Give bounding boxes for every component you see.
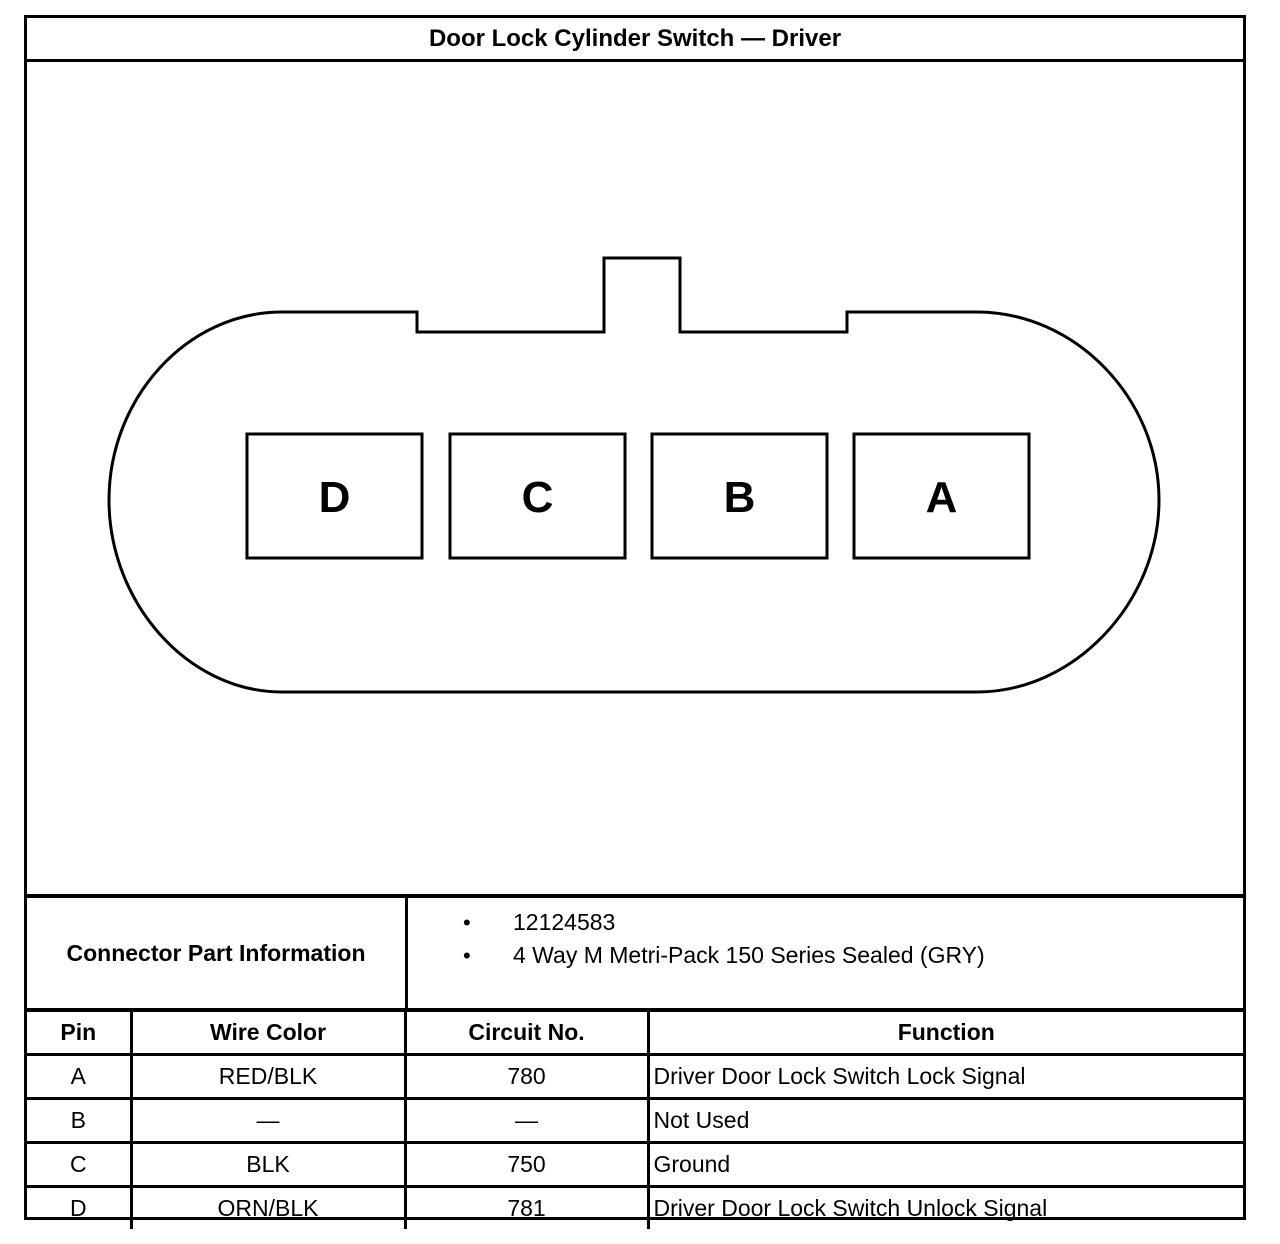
cavity-c [450,434,625,558]
part-info-list [408,906,985,972]
cavity-a [854,434,1029,558]
wire-color-cell: RED/BLK [131,1055,405,1099]
cavity-label: D [318,473,351,522]
wire-color-cell: BLK [131,1143,405,1187]
connector-housing-outline [109,258,1159,692]
function-cell: Driver Door Lock Switch Unlock Signal [648,1187,1243,1230]
cavity-b [652,434,827,558]
pin-table-header-row [27,1012,1243,1055]
wire-color-cell: — [131,1099,405,1143]
header-pin: Pin [27,1012,131,1055]
cavity-label: C [521,473,554,522]
circuit-no-cell: 780 [405,1055,648,1099]
table-row [27,1055,1243,1099]
table-row [27,1143,1243,1187]
part-info-label: Connector Part Information [27,898,408,1008]
wire-color-cell: ORN/BLK [131,1187,405,1230]
circuit-no-cell: 781 [405,1187,648,1230]
function-cell: Driver Door Lock Switch Lock Signal [648,1055,1243,1099]
cavity-label: A [925,473,958,522]
connector-face-drawing [27,62,1243,894]
pin-cell: A [27,1055,131,1099]
pin-cell: B [27,1099,131,1143]
header-function: Function [648,1012,1243,1055]
header-wire-color: Wire Color [131,1012,405,1055]
connector-sheet [24,15,1246,1220]
part-number: • 12124583 [408,906,985,939]
cavity-d [247,434,422,558]
cavity-label: B [723,473,756,522]
page-title: Door Lock Cylinder Switch — Driver [27,18,1243,62]
table-row [27,1187,1243,1230]
cavity-group [247,434,1029,558]
function-cell: Not Used [648,1099,1243,1143]
connector-part-information [27,894,1243,1012]
circuit-no-cell: 750 [405,1143,648,1187]
function-cell: Ground [648,1143,1243,1187]
connector-description: • 4 Way M Metri-Pack 150 Series Sealed (GRY) [408,939,985,972]
pin-table [27,1012,1243,1229]
pin-cell: C [27,1143,131,1187]
circuit-no-cell: — [405,1099,648,1143]
header-circuit-no: Circuit No. [405,1012,648,1055]
table-row [27,1099,1243,1143]
connector-face-diagram [27,62,1243,894]
pin-cell: D [27,1187,131,1230]
